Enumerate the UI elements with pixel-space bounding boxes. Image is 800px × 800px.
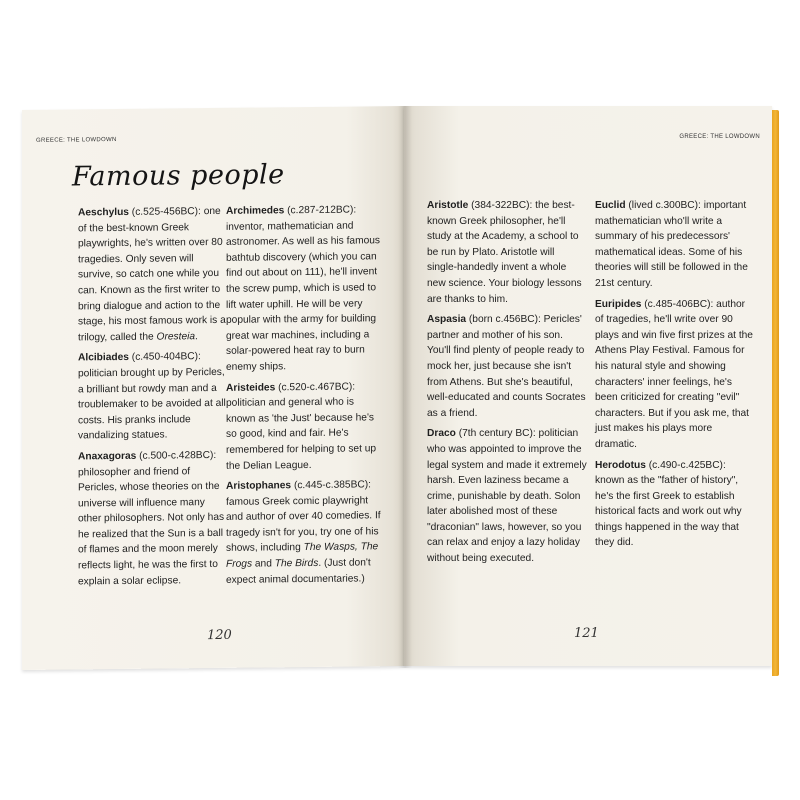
entry-aeschylus <box>78 204 228 346</box>
entry-italic-title: The Wasps, The Frogs <box>226 541 379 570</box>
entry-text: (lived c.300BC): important mathematician who'll write a summary of his predecessors' mathematical ideas. Some of his theories will still be followed in the 21st century. <box>595 200 748 289</box>
entry-italic-title: Oresteia <box>156 330 196 343</box>
entry-name: Archimedes <box>226 205 285 217</box>
right-column-1 <box>427 198 587 572</box>
entry-alcibiades <box>78 349 228 444</box>
right-page <box>404 106 772 666</box>
entry-name: Anaxagoras <box>78 450 137 463</box>
running-head: GREECE: THE LOWDOWN <box>679 134 760 140</box>
entry-name: Aristotle <box>427 200 469 211</box>
entry-name: Aristophanes <box>226 480 292 492</box>
entry-text: (c.445-c.385BC): famous Greek comic playwright and author of over 40 comedies. If tragedy isn't for you, try one of his shows, including <box>226 479 381 555</box>
cover-edge <box>772 110 779 676</box>
entry-text: (7th century BC): politician who was appointed to improve the legal system and made it extremely harsh. Even laziness became a crime, punishable by death. Solon later abolished most of these "draconian" laws, however, so you can relax and enjoy a lazy holiday without being executed. <box>427 428 587 565</box>
entry-name: Aspasia <box>427 314 467 326</box>
entry-name: Euripides <box>595 298 642 310</box>
left-column-1 <box>78 204 228 595</box>
entry-aristeides <box>226 379 382 474</box>
page-number: 121 <box>574 626 599 641</box>
left-column-2 <box>226 202 382 593</box>
open-book <box>22 106 779 682</box>
entry-name: Herodotus <box>595 459 646 471</box>
entry-text: (c.287-212BC): inventor, mathematician and astronomer. As well as his famous bathtub discovery (which you can find out about on 111), he'll invent the screw pump, which is used to lift water uphill. He will be very popular with the army for building great war machines, including a solar-powered heat ray to burn enemy ships. <box>226 204 381 373</box>
entry-herodotus <box>595 458 753 552</box>
entry-text: (born c.456BC): Pericles' partner and mother of his son. You'll find plenty of people ready to mock her, just because she isn't from Athens. But she's beautiful, well-educated and counts Socrates as a friend. <box>427 314 586 419</box>
entry-text-mid: and <box>252 558 275 570</box>
entry-euripides <box>595 297 753 453</box>
entry-text: (c.450-404BC): politician brought up by Pericles, a brilliant but rowdy man and a troublemaker to be avoided at all costs. His pranks include vandalizing statues. <box>78 351 226 442</box>
left-page <box>22 106 404 670</box>
entry-text: (384-322BC): the best-known Greek philosopher, he'll study at the Academy, a school to be run by Plato. Aristotle will single-handedly invent a whole new science. Your biology lessons are thanks to him. <box>427 200 582 305</box>
entry-name: Aeschylus <box>78 206 129 219</box>
entry-name: Aristeides <box>226 381 276 394</box>
entry-text: (c.500-c.428BC): philosopher and friend of Pericles, whose theories on the universe will influence many other philosophers. Not only has he realized that the Sun is a ball of flames and the moon merely reflects light, he was the first to explain a solar eclipse. <box>78 449 225 588</box>
entry-text: (c.490-c.425BC): known as the "father of history", he's the first Greek to establish historical facts and work out why things happened in the way that they did. <box>595 459 742 549</box>
entry-anaxagoras <box>78 448 228 590</box>
entry-text: (c.485-406BC): author of tragedies, he'll write over 90 plays and win five first prizes at the Athens Play Festival. Famous for his natural style and showing characters' inner feelings, he's been criticized for creating "evil" characters. But if you ask me, that just makes his plays more dramatic. <box>595 298 753 450</box>
page-number: 120 <box>207 627 232 644</box>
entry-text: (c.520-c.467BC): politician and general who is known as 'the Just' because he's so good, kind and fair. He's remembered for helping to set up the Delian League. <box>226 381 377 472</box>
entry-name: Alcibiades <box>78 352 129 364</box>
entry-name: Draco <box>427 428 456 440</box>
entry-aristotle <box>427 198 587 307</box>
entry-text-end: . <box>195 330 198 342</box>
running-head: GREECE: THE LOWDOWN <box>36 137 117 144</box>
entry-draco <box>427 426 587 566</box>
entry-text: (c.525-456BC): one of the best-known Greek playwrights, he's written over 80 tragedies. Only seven will survive, so catch one while you can. Known as the first writer to bring dialogue and action to the stage, his most famous work is a trilogy, called the <box>78 205 226 344</box>
entry-text-end: . (Just don't expect animal documentaries.) <box>226 557 371 586</box>
entry-aspasia <box>427 312 587 421</box>
entry-archimedes <box>226 202 382 375</box>
page-title: Famous people <box>72 159 285 193</box>
entry-aristophanes <box>226 477 382 588</box>
right-column-2 <box>595 198 753 556</box>
entry-name: Euclid <box>595 200 626 211</box>
entry-euclid <box>595 198 753 292</box>
entry-italic-title: The Birds <box>274 557 319 570</box>
